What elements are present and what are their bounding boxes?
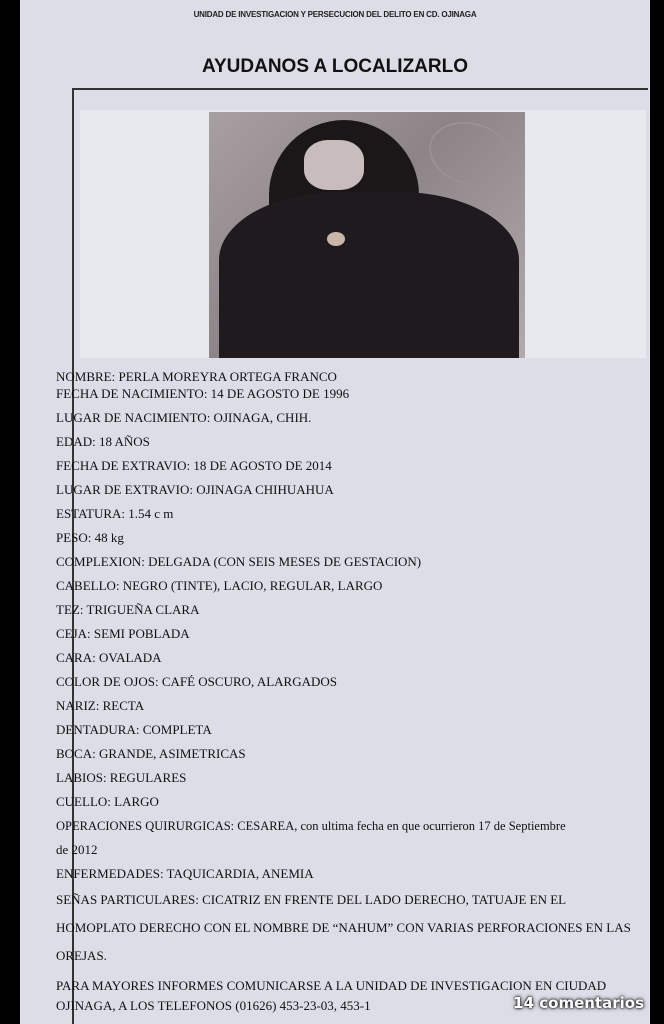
field-dentadura: DENTADURA: COMPLETA <box>56 722 212 737</box>
field-cara: CARA: OVALADA <box>56 650 162 665</box>
field-estatura: ESTATURA: 1.54 c m <box>56 506 174 521</box>
field-fecha-extravio: FECHA DE EXTRAVIO: 18 DE AGOSTO DE 2014 <box>56 458 332 473</box>
field-fecha-nacimiento: FECHA DE NACIMIENTO: 14 DE AGOSTO DE 1996 <box>56 386 350 401</box>
field-peso: PESO: 48 kg <box>56 530 124 545</box>
field-nariz: NARIZ: RECTA <box>56 698 145 713</box>
person-photo <box>209 112 525 358</box>
field-cuello: CUELLO: LARGO <box>56 794 159 809</box>
field-operaciones-cont: de 2012 <box>56 842 98 857</box>
field-nombre: NOMBRE: PERLA MOREYRA ORTEGA FRANCO <box>56 369 337 384</box>
field-lugar-extravio: LUGAR DE EXTRAVIO: OJINAGA CHIHUAHUA <box>56 482 334 497</box>
comments-count-badge[interactable]: 14 comentarios <box>513 994 644 1012</box>
field-complexion: COMPLEXION: DELGADA (CON SEIS MESES DE GESTACION) <box>56 554 422 569</box>
person-details <box>56 368 646 1016</box>
field-senas: SEÑAS PARTICULARES: CICATRIZ EN FRENTE DEL LADO DERECHO, TATUAJE EN EL HOMOPLATO DERECHO CON EL NOMBRE DE “NAHUM” CON VARIAS PERFORACIONES EN LAS OREJAS. <box>56 892 631 963</box>
poster-title: AYUDANOS A LOCALIZARLO <box>202 56 468 77</box>
field-tez: TEZ: TRIGUEÑA CLARA <box>56 602 200 617</box>
field-boca: BOCA: GRANDE, ASIMETRICAS <box>56 746 246 761</box>
field-ceja: CEJA: SEMI POBLADA <box>56 626 190 641</box>
informes-text: PARA MAYORES INFORMES COMUNICARSE A LA UNIDAD DE INVESTIGACION EN CIUDAD OJINAGA, A LOS TELEFONOS (01626) 453-23-03, 453-1 <box>56 978 607 1013</box>
field-labios: LABIOS: REGULARES <box>56 770 187 785</box>
photo-face <box>304 140 364 190</box>
butterfly-decoration <box>429 122 513 186</box>
photo-pendant <box>327 232 345 246</box>
field-enfermedades: ENFERMEDADES: TAQUICARDIA, ANEMIA <box>56 866 314 881</box>
field-operaciones: OPERACIONES QUIRURGICAS: CESAREA, con ultima fecha en que ocurrieron 17 de Septiembre <box>56 819 566 833</box>
field-edad: EDAD: 18 AÑOS <box>56 434 150 449</box>
agency-header: UNIDAD DE INVESTIGACION Y PERSECUCION DEL DELITO EN CD. OJINAGA <box>193 10 477 19</box>
field-lugar-nacimiento: LUGAR DE NACIMIENTO: OJINAGA, CHIH. <box>56 410 312 425</box>
field-color-ojos: COLOR DE OJOS: CAFÉ OSCURO, ALARGADOS <box>56 674 337 689</box>
field-cabello: CABELLO: NEGRO (TINTE), LACIO, REGULAR, LARGO <box>56 578 383 593</box>
photo-body <box>219 192 519 358</box>
missing-person-poster <box>20 0 650 1024</box>
